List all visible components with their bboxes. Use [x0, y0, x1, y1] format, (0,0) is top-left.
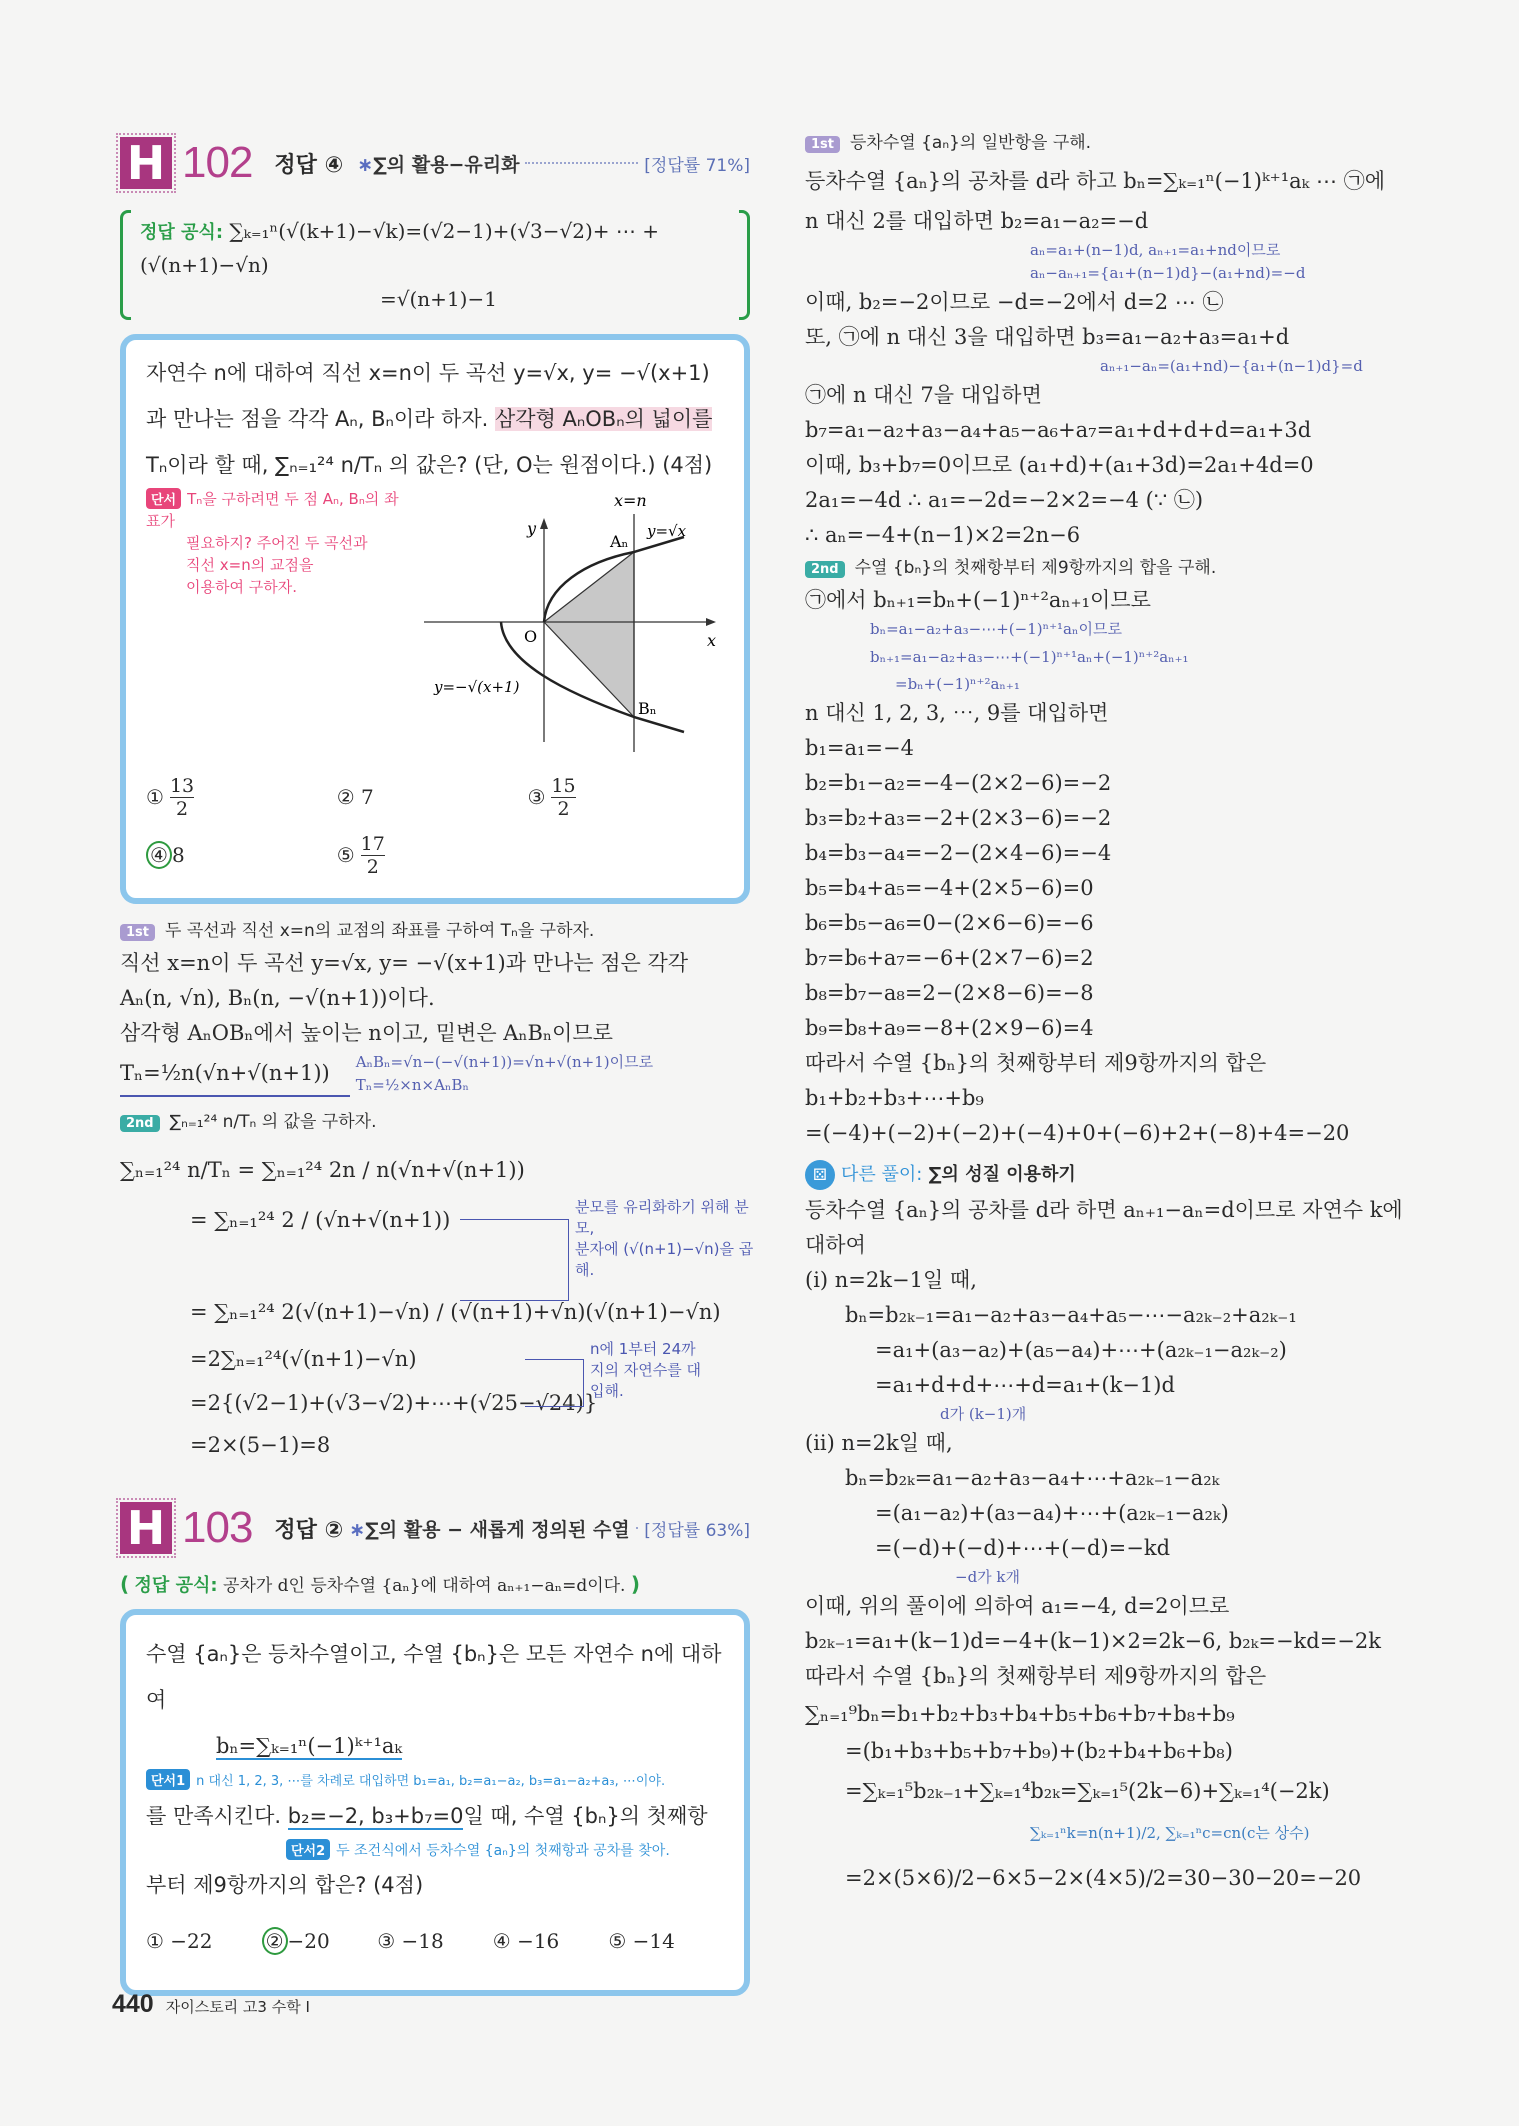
derivation-line: = ∑ₙ₌₁²⁴ 2 / (√n+√(n+1))	[190, 1208, 451, 1232]
solution-line: =(−4)+(−2)+(−2)+(−4)+0+(−6)+2+(−8)+4=−20	[805, 1121, 1350, 1145]
denominator: 2	[175, 797, 189, 820]
choices	[146, 1912, 724, 1970]
step-title: 두 곡선과 직선 x=n의 교점의 좌표를 구하여 Tₙ을 구하자.	[165, 921, 595, 941]
step-tag: 1st	[120, 924, 155, 941]
numerator: 13	[169, 774, 195, 797]
question-text: 를 만족시킨다.	[146, 1804, 288, 1828]
question-line: 자연수 n에 대하여 직선 x=n이 두 곡선 y=√x, y= −√(x+1)	[146, 361, 710, 385]
sum-line: =2×(5×6)/2−6×5−2×(4×5)/2=30−30−20=−20	[845, 1866, 1362, 1890]
clue-tag: 단서	[146, 488, 181, 509]
curve1-label: y=√x	[647, 522, 687, 540]
clue-2	[146, 1839, 724, 1862]
fraction	[551, 775, 575, 820]
choice-number: ③	[527, 785, 546, 809]
choice-value: −14	[632, 1929, 675, 1953]
choice-5[interactable]	[337, 826, 528, 884]
condition-text: b₂=−2, b₃+b₇=0	[287, 1804, 464, 1828]
question-line: 수열 {aₙ}은 등차수열이고, 수열 {bₙ}은 모든 자연수 n에 대하여	[146, 1642, 722, 1712]
formula-line-1: ∑ₖ₌₁ⁿ(√(k+1)−√k)=(√2−1)+(√3−√2)+ ⋯ +(√(n+1)−√n)	[140, 219, 659, 277]
triangle-AOB	[544, 552, 634, 717]
derivation-line: = ∑ₙ₌₁²⁴ 2(√(n+1)−√n) / (√(n+1)+√n)(√(n+1)−√n)	[190, 1300, 721, 1324]
clue-text: Tₙ을 구하려면 두 점 Aₙ, Bₙ의 좌표가	[146, 490, 399, 530]
choice-number: ①	[146, 1929, 164, 1953]
answer-formula-box	[120, 208, 750, 322]
clue-1	[146, 1769, 724, 1793]
point-b-label: Bₙ	[638, 699, 657, 718]
annotation: bₙ=a₁−a₂+a₃−⋯+(−1)ⁿ⁺¹aₙ이므로	[870, 620, 1122, 638]
left-column	[120, 132, 754, 1953]
solution-line: 따라서 수열 {bₙ}의 첫째항부터 제9항까지의 합은	[805, 1664, 1267, 1688]
clue-tag: 단서2	[286, 1839, 330, 1860]
topic-text: ∑의 활용−유리화	[373, 153, 520, 176]
step-tag: 2nd	[120, 1115, 160, 1132]
graph	[419, 488, 724, 768]
formula-label: 정답 공식:	[140, 222, 224, 243]
problem-103-header	[120, 1497, 750, 1559]
annotation: aₙ₊₁−aₙ=(a₁+nd)−{a₁+(n−1)d}=d	[1100, 357, 1363, 375]
problem-number: 102	[182, 138, 253, 187]
solution-line: ㉠에 n 대신 7을 대입하면	[805, 383, 1042, 407]
b-value-line: b₅=b₄+a₅=−4+(2×5−6)=0	[805, 876, 1094, 900]
answer-label: 정답 ④	[274, 152, 344, 178]
answer-label: 정답 ②	[274, 1517, 344, 1543]
b-value-line: b₈=b₇−a₈=2−(2×8−6)=−8	[805, 981, 1094, 1005]
topic	[349, 1515, 629, 1542]
correct-rate: [정답률 71%]	[644, 155, 750, 176]
book-title: 자이스토리 고3 수학 I	[165, 1998, 310, 2016]
clue	[146, 488, 408, 598]
solution-line: n 대신 1, 2, 3, ⋯, 9를 대입하면	[805, 701, 1109, 725]
choice-3[interactable]	[527, 768, 718, 826]
solution-line: 따라서 수열 {bₙ}의 첫째항부터 제9항까지의 합은	[805, 1051, 1267, 1075]
choice-number: ③	[377, 1929, 396, 1953]
choice-value: −22	[170, 1929, 213, 1953]
b-value-line: b₆=b₅−a₆=0−(2×6−6)=−6	[805, 911, 1094, 935]
question-text: 과 만나는 점을 각각 Aₙ, Bₙ이라 하자.	[146, 407, 496, 431]
fraction	[361, 833, 385, 878]
dotted-leader	[636, 1527, 639, 1529]
clue-text: 두 조건식에서 등차수열 {aₙ}의 첫째항과 공차를 찾아.	[336, 1843, 670, 1859]
bracket-arrow	[460, 1219, 569, 1301]
solution-line: 2a₁=−4d ∴ a₁=−2d=−2×2=−4 (∵ ㉡)	[805, 488, 1204, 512]
annotation: −d가 k개	[955, 1568, 1021, 1586]
choice-value: −20	[287, 1929, 330, 1953]
step-1-heading	[120, 916, 750, 946]
sum-line: ∑ₙ₌₁⁹bₙ=b₁+b₂+b₃+b₄+b₅+b₆+b₇+b₈+b₉	[805, 1702, 1235, 1726]
solution-line: =a₁+(a₃−a₂)+(a₅−a₄)+⋯+(a₂ₖ₋₁−a₂ₖ₋₂)	[875, 1338, 1287, 1362]
choice-3[interactable]	[377, 1912, 493, 1970]
formula-label: 정답 공식:	[134, 1575, 218, 1596]
choice-2[interactable]	[337, 768, 528, 826]
problem-102-box	[120, 334, 750, 904]
dice-icon: ⚄	[805, 1160, 835, 1190]
right-column	[805, 128, 1435, 1903]
annotation: ∑ₖ₌₁ⁿk=n(n+1)/2, ∑ₖ₌₁ⁿc=cn(c는 상수)	[1030, 1824, 1310, 1842]
solution-line: Aₙ(n, √n), Bₙ(n, −√(n+1))이다.	[120, 986, 435, 1010]
annotation: aₙ−aₙ₊₁={a₁+(n−1)d}−(a₁+nd)=−d	[1030, 264, 1306, 282]
annotation: =bₙ+(−1)ⁿ⁺²aₙ₊₁	[895, 675, 1020, 693]
paren: (	[120, 1572, 130, 1596]
choice-4-selected[interactable]	[146, 826, 337, 884]
step-title: 등차수열 {aₙ}의 일반항을 구해.	[850, 133, 1092, 153]
note-text: 분자에 (√(n+1)−√n)을 곱해.	[575, 1240, 754, 1279]
clue-tag: 단서1	[146, 1769, 190, 1790]
note-text: 지의 자연수를 대	[590, 1361, 701, 1379]
choice-number: ②	[336, 785, 355, 809]
alternative-solution-heading	[805, 1157, 1435, 1193]
topic-text: ∑의 활용 − 새롭게 정의된 수열	[365, 1518, 630, 1541]
choice-2-selected[interactable]	[262, 1912, 378, 1970]
step-1-heading	[805, 128, 1435, 158]
y-axis-label: y	[527, 519, 537, 538]
choice-number: ⑤	[336, 843, 355, 867]
solution-line: b₁+b₂+b₃+⋯+b₉	[805, 1086, 984, 1110]
answer-formula	[120, 1571, 750, 1597]
b-value-line: b₂=b₁−a₂=−4−(2×2−6)=−2	[805, 771, 1112, 795]
fraction	[170, 775, 194, 820]
solution-line: ㉠에서 bₙ₊₁=bₙ+(−1)ⁿ⁺²aₙ₊₁이므로	[805, 588, 1151, 612]
problem-badge: H	[120, 1502, 172, 1554]
page-footer	[112, 1990, 310, 2019]
clue-and-graph	[146, 488, 724, 768]
side-note	[575, 1197, 765, 1281]
b-values-list	[805, 731, 1435, 1046]
sum-derivation	[120, 1145, 754, 1465]
denominator: 2	[366, 855, 379, 878]
solution-line: b₂ₖ₋₁=a₁+(k−1)d=−4+(k−1)×2=2k−6, b₂ₖ=−kd=−2k	[805, 1629, 1381, 1653]
bracket-arrow	[525, 1359, 584, 1407]
solution-102	[120, 916, 754, 1465]
choice-number: ①	[146, 785, 164, 809]
curve2-label: y=−√(x+1)	[434, 678, 520, 696]
b-value-line: b₃=b₂+a₃=−2+(2×3−6)=−2	[805, 806, 1112, 830]
problem-102-header	[120, 132, 750, 194]
solution-line: 삼각형 AₙOBₙ에서 높이는 n이고, 밑변은 AₙBₙ이므로	[120, 1021, 613, 1045]
point-a-label: Aₙ	[610, 532, 629, 551]
derivation-line: =2×(5−1)=8	[190, 1433, 331, 1457]
step-tag: 1st	[805, 136, 840, 153]
solution-line: =(a₁−a₂)+(a₃−a₄)+⋯+(a₂ₖ₋₁−a₂ₖ)	[875, 1501, 1229, 1525]
correct-rate: [정답률 63%]	[644, 1520, 750, 1541]
solution-line: 이때, 위의 풀이에 의하여 a₁=−4, d=2이므로	[805, 1594, 1230, 1618]
b-value-line: b₉=b₈+a₉=−8+(2×9−6)=4	[805, 1016, 1094, 1040]
highlighted-text: 삼각형 AₙOBₙ의 넓이를	[495, 407, 713, 431]
side-note	[590, 1339, 765, 1402]
selected-choice-mark: ④	[146, 841, 172, 869]
note-text: 입해.	[590, 1382, 624, 1400]
problem-103-box	[120, 1609, 750, 1996]
b-value-line: b₇=b₆+a₇=−6+(2×7−6)=2	[805, 946, 1094, 970]
solution-line: =a₁+d+d+⋯+d=a₁+(k−1)d	[875, 1373, 1175, 1397]
tn-result: Tₙ=½n(√n+√(n+1))	[120, 1051, 350, 1097]
topic	[357, 150, 519, 177]
choice-value: −16	[517, 1929, 560, 1953]
solution-line: bₙ=b₂ₖ₋₁=a₁−a₂+a₃−a₄+a₅−⋯−a₂ₖ₋₂+a₂ₖ₋₁	[845, 1303, 1297, 1327]
tn-result-row	[120, 1051, 750, 1097]
x-axis-arrow-icon	[706, 618, 716, 626]
solution-line: 등차수열 {aₙ}의 공차를 d라 하고 bₙ=∑ₖ₌₁ⁿ(−1)ᵏ⁺¹aₖ ⋯ ㉠에	[805, 169, 1385, 193]
solution-line: 이때, b₃+b₇=0이므로 (a₁+d)+(a₁+3d)=2a₁+4d=0	[805, 453, 1314, 477]
star-icon: ∗	[357, 153, 374, 176]
sum-line: =∑ₖ₌₁⁵b₂ₖ₋₁+∑ₖ₌₁⁴b₂ₖ=∑ₖ₌₁⁵(2k−6)+∑ₖ₌₁⁴(−2k)	[845, 1779, 1330, 1803]
question-line: 부터 제9항까지의 합은? (4점)	[146, 1873, 424, 1897]
choice-1[interactable]	[146, 768, 337, 826]
clue-text: 직선 x=n의 교점을	[186, 556, 314, 574]
question-line	[146, 396, 724, 442]
numerator: 17	[360, 832, 385, 855]
problem-number: 103	[182, 1503, 253, 1552]
denominator: 2	[557, 797, 570, 820]
choice-number: ④	[492, 1929, 511, 1953]
solution-line: 등차수열 {aₙ}의 공차를 d라 하면 aₙ₊₁−aₙ=d이므로 자연수 k에	[805, 1198, 1403, 1222]
step-title: ∑ₙ₌₁²⁴ n/Tₙ 의 값을 구하자.	[169, 1112, 377, 1132]
choice-value: 7	[361, 785, 374, 809]
solution-line: =(−d)+(−d)+⋯+(−d)=−kd	[875, 1536, 1171, 1560]
derivation-line: =2∑ₙ₌₁²⁴(√(n+1)−√n)	[190, 1347, 417, 1371]
clue-text: 이용하여 구하자.	[186, 578, 297, 596]
origin-label: O	[524, 627, 538, 646]
annotation: Tₙ=½×n×AₙBₙ	[355, 1076, 469, 1094]
solution-line: b₇=a₁−a₂+a₃−a₄+a₅−a₆+a₇=a₁+d+d+d=a₁+3d	[805, 418, 1312, 442]
bn-definition: bₙ=∑ₖ₌₁ⁿ(−1)ᵏ⁺¹aₖ	[216, 1734, 403, 1758]
star-icon: ∗	[349, 1518, 366, 1541]
alt-label: 다른 풀이:	[841, 1164, 923, 1185]
step-tag: 2nd	[805, 561, 845, 578]
solution-line: 대하여	[805, 1233, 866, 1257]
dotted-leader	[525, 162, 638, 164]
step-title: 수열 {bₙ}의 첫째항부터 제9항까지의 합을 구해.	[854, 558, 1217, 578]
choice-value: 8	[171, 843, 185, 867]
solution-line: n 대신 2를 대입하면 b₂=a₁−a₂=−d	[805, 209, 1149, 233]
step-2-heading	[805, 553, 1435, 583]
question-text: 일 때, 수열 {bₙ}의 첫째항	[463, 1804, 708, 1828]
choice-value: −18	[401, 1929, 444, 1953]
annotation: d가 (k−1)개	[940, 1405, 1027, 1423]
solution-line: bₙ=b₂ₖ=a₁−a₂+a₃−a₄+⋯+a₂ₖ₋₁−a₂ₖ	[845, 1466, 1220, 1490]
formula-line-2: =√(n+1)−1	[380, 287, 497, 311]
choices	[146, 768, 724, 884]
clue-text: n 대신 1, 2, 3, ⋯를 차례로 대입하면 b₁=a₁, b₂=a₁−a₂, b₃=a₁−a₂+a₃, ⋯이야.	[196, 1774, 666, 1789]
problem-badge: H	[120, 137, 172, 189]
solution-line: ∴ aₙ=−4+(n−1)×2=2n−6	[805, 523, 1081, 547]
line-label: x=n	[614, 491, 647, 510]
paren: )	[630, 1572, 641, 1596]
choice-5[interactable]	[608, 1912, 724, 1970]
annotation: bₙ₊₁=a₁−a₂+a₃−⋯+(−1)ⁿ⁺¹aₙ+(−1)ⁿ⁺²aₙ₊₁	[870, 648, 1189, 666]
choice-1[interactable]	[146, 1912, 262, 1970]
numerator: 15	[551, 774, 576, 797]
b-value-line: b₄=b₃−a₄=−2−(2×4−6)=−4	[805, 841, 1112, 865]
sum-line: =(b₁+b₃+b₅+b₇+b₉)+(b₂+b₄+b₆+b₈)	[845, 1739, 1233, 1763]
alt-title: ∑의 성질 이용하기	[928, 1164, 1076, 1185]
choice-number: ⑤	[608, 1929, 627, 1953]
selected-choice-mark: ②	[262, 1927, 288, 1955]
clue-text: 필요하지? 주어진 두 곡선과	[186, 534, 368, 552]
note-text: 분모를 유리화하기 위해 분모,	[575, 1198, 749, 1237]
formula-text: 공차가 d인 등차수열 {aₙ}에 대하여 aₙ₊₁−aₙ=d이다.	[222, 1576, 626, 1596]
solution-line: 직선 x=n이 두 곡선 y=√x, y= −√(x+1)과 만나는 점은 각각	[120, 951, 689, 975]
solution-line: 또, ㉠에 n 대신 3을 대입하면 b₃=a₁−a₂+a₃=a₁+d	[805, 325, 1290, 349]
derivation-line: ∑ₙ₌₁²⁴ n/Tₙ = ∑ₙ₌₁²⁴ 2n / n(√n+√(n+1))	[120, 1158, 525, 1182]
annotation: AₙBₙ=√n−(−√(n+1))=√n+√(n+1)이므로	[355, 1053, 654, 1071]
solution-line: 이때, b₂=−2이므로 −d=−2에서 d=2 ⋯ ㉡	[805, 290, 1224, 314]
derivation-line: =2{(√2−1)+(√3−√2)+⋯+(√25−√24)}	[190, 1391, 598, 1415]
choice-4[interactable]	[493, 1912, 609, 1970]
b-value-line: b₁=a₁=−4	[805, 736, 914, 760]
step-2-heading	[120, 1107, 750, 1137]
annotation: aₙ=a₁+(n−1)d, aₙ₊₁=a₁+nd이므로	[1030, 241, 1281, 259]
question-line: Tₙ이라 할 때, ∑ₙ₌₁²⁴ n/Tₙ 의 값은? (단, O는 원점이다.) (4점)	[146, 453, 713, 477]
problem-103	[120, 1497, 750, 1996]
x-axis-label: x	[707, 631, 717, 650]
note-text: n에 1부터 24까	[590, 1340, 696, 1358]
y-axis-arrow-icon	[540, 518, 548, 529]
case-heading: (ii) n=2k일 때,	[805, 1431, 953, 1455]
case-heading: (i) n=2k−1일 때,	[805, 1268, 977, 1292]
page-number: 440	[112, 1990, 154, 2018]
